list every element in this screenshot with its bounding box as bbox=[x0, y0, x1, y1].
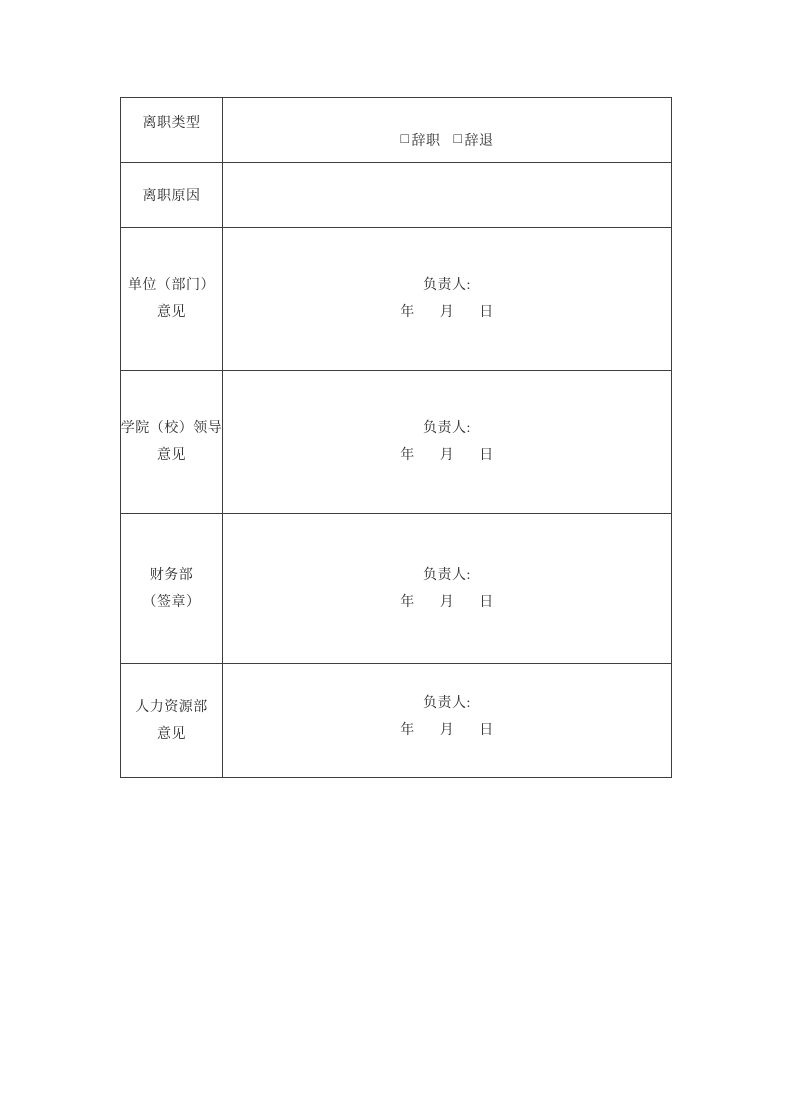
checkbox-icon: □ bbox=[453, 132, 463, 147]
responsible-person-label: 负责人: bbox=[423, 567, 471, 583]
date-unit-year: 年 bbox=[400, 722, 415, 738]
date-unit-day: 日 bbox=[479, 305, 494, 320]
school-leader-opinion-label-line1: 学院（校）领导 bbox=[120, 421, 223, 436]
school-leader-opinion-label-line2: 意见 bbox=[157, 448, 186, 463]
row-unit-opinion bbox=[121, 228, 672, 371]
hr-opinion-label-cell bbox=[121, 664, 223, 778]
finance-dept-signature-area[interactable] bbox=[223, 514, 672, 664]
school-leader-opinion-label-cell bbox=[121, 371, 223, 514]
option-label-dismiss: 辞退 bbox=[464, 134, 494, 149]
row-departure-reason bbox=[121, 163, 672, 228]
checkbox-icon: □ bbox=[400, 132, 410, 147]
checkbox-option-resign[interactable] bbox=[401, 130, 441, 150]
signature-date-line bbox=[400, 299, 494, 326]
checkbox-option-dismiss[interactable] bbox=[454, 130, 494, 150]
signature-date-line bbox=[400, 717, 494, 744]
unit-opinion-signature-area[interactable] bbox=[223, 228, 672, 371]
row-school-leader-opinion bbox=[121, 371, 672, 514]
date-unit-day: 日 bbox=[479, 722, 494, 738]
row-hr-opinion bbox=[121, 664, 672, 778]
departure-type-value-cell bbox=[223, 98, 672, 163]
date-unit-month: 月 bbox=[439, 722, 455, 738]
responsible-person-label: 负责人: bbox=[423, 421, 471, 436]
responsible-person-label: 负责人: bbox=[423, 695, 471, 711]
hr-opinion-label-line2: 意见 bbox=[157, 726, 186, 742]
departure-reason-label-cell bbox=[121, 163, 223, 228]
option-label-resign: 辞职 bbox=[411, 134, 441, 149]
finance-dept-label-line1: 财务部 bbox=[149, 567, 194, 583]
signature-date-line bbox=[400, 442, 494, 469]
school-leader-opinion-signature-area[interactable] bbox=[223, 371, 672, 514]
unit-opinion-label-line1: 单位（部门） bbox=[128, 278, 215, 293]
row-departure-type bbox=[121, 98, 672, 163]
finance-dept-label-line2: （签章） bbox=[142, 594, 201, 610]
unit-opinion-label-cell bbox=[121, 228, 223, 371]
date-unit-month: 月 bbox=[439, 594, 455, 610]
date-unit-year: 年 bbox=[400, 448, 415, 463]
date-unit-day: 日 bbox=[479, 448, 494, 463]
departure-type-label: 离职类型 bbox=[142, 116, 201, 131]
date-unit-year: 年 bbox=[400, 594, 415, 610]
date-unit-year: 年 bbox=[400, 305, 415, 320]
unit-opinion-label-line2: 意见 bbox=[157, 305, 186, 320]
resignation-form-table bbox=[120, 97, 672, 778]
signature-date-line bbox=[400, 589, 494, 616]
row-finance-dept bbox=[121, 514, 672, 664]
responsible-person-label: 负责人: bbox=[423, 278, 471, 293]
date-unit-day: 日 bbox=[479, 594, 494, 610]
departure-type-options bbox=[401, 130, 494, 150]
date-unit-month: 月 bbox=[439, 448, 455, 463]
date-unit-month: 月 bbox=[439, 305, 455, 320]
hr-opinion-label-line1: 人力资源部 bbox=[135, 699, 208, 715]
departure-reason-label: 离职原因 bbox=[142, 189, 201, 204]
departure-type-label-cell bbox=[121, 98, 223, 163]
hr-opinion-signature-area[interactable] bbox=[223, 664, 672, 778]
departure-reason-input-area[interactable] bbox=[223, 163, 672, 228]
finance-dept-label-cell bbox=[121, 514, 223, 664]
